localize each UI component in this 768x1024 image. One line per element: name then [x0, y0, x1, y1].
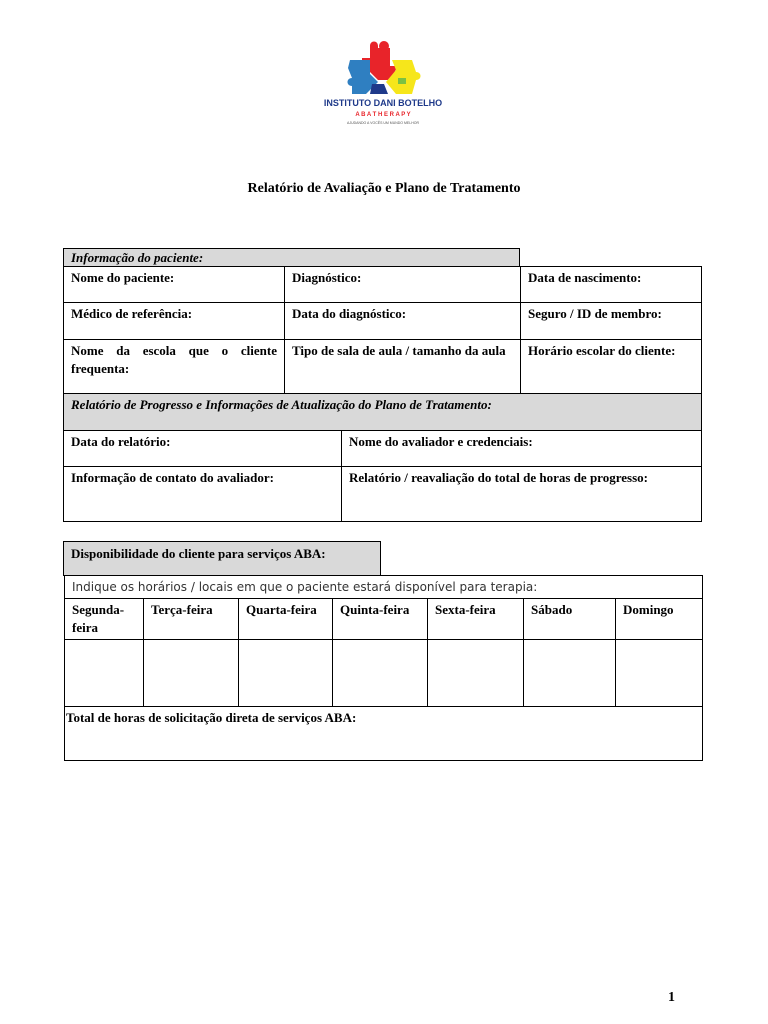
day-cell-tuesday[interactable] — [144, 640, 239, 707]
day-header-saturday: Sábado — [524, 599, 616, 640]
day-header-sunday: Domingo — [616, 599, 703, 640]
day-header-friday: Sexta-feira — [428, 599, 524, 640]
document-title: Relatório de Avaliação e Plano de Tratamento — [247, 181, 521, 196]
field-patient-name[interactable]: Nome do paciente: — [64, 267, 285, 303]
field-classroom-type[interactable]: Tipo de sala de aula / tamanho da aula — [285, 340, 521, 395]
availability-instruction: Indique os horários / locais em que o paciente estará disponível para terapia: — [65, 576, 703, 599]
progress-report-heading: Relatório de Progresso e Informações de Atualização do Plano de Tratamento: — [64, 394, 702, 431]
day-header-tuesday: Terça-feira — [144, 599, 239, 640]
progress-report-table — [63, 393, 702, 522]
day-cell-friday[interactable] — [428, 640, 524, 707]
field-evaluator-contact[interactable]: Informação de contato do avaliador: — [64, 467, 342, 522]
institute-logo — [308, 38, 458, 134]
field-diagnosis-date[interactable]: Data do diagnóstico: — [285, 303, 521, 340]
field-total-hours[interactable]: Total de horas de solicitação direta de serviços ABA: — [65, 707, 703, 761]
field-insurance-id[interactable]: Seguro / ID de membro: — [521, 303, 702, 340]
day-header-monday: Segunda-feira — [65, 599, 144, 640]
day-cell-saturday[interactable] — [524, 640, 616, 707]
day-cell-thursday[interactable] — [333, 640, 428, 707]
field-evaluator-name[interactable]: Nome do avaliador e credenciais: — [342, 431, 702, 467]
patient-info-heading: Informação do paciente: — [63, 248, 520, 267]
page-number: 1 — [668, 990, 675, 1005]
day-cell-sunday[interactable] — [616, 640, 703, 707]
day-cell-wednesday[interactable] — [239, 640, 333, 707]
day-cell-monday[interactable] — [65, 640, 144, 707]
availability-table — [64, 575, 703, 761]
logo-line3: AJUDANDO A VOCÊS UM MUNDO MELHOR — [347, 121, 419, 125]
logo-line2: A B A T H E R A P Y — [355, 112, 411, 118]
day-header-wednesday: Quarta-feira — [239, 599, 333, 640]
logo-line1: INSTITUTO DANI BOTELHO — [323, 98, 443, 108]
day-header-thursday: Quinta-feira — [333, 599, 428, 640]
field-referring-physician[interactable]: Médico de referência: — [64, 303, 285, 340]
field-report-date[interactable]: Data do relatório: — [64, 431, 342, 467]
field-school-name[interactable]: Nome da escola que o cliente frequenta: — [64, 340, 285, 395]
field-school-schedule[interactable]: Horário escolar do cliente: — [521, 340, 702, 395]
field-progress-hours[interactable]: Relatório / reavaliação do total de horas de progresso: — [342, 467, 702, 522]
puzzle-logo-icon — [308, 38, 458, 134]
field-birth-date[interactable]: Data de nascimento: — [521, 267, 702, 303]
availability-heading: Disponibilidade do cliente para serviços ABA: — [63, 541, 381, 576]
patient-info-table — [63, 266, 702, 395]
field-diagnosis[interactable]: Diagnóstico: — [285, 267, 521, 303]
